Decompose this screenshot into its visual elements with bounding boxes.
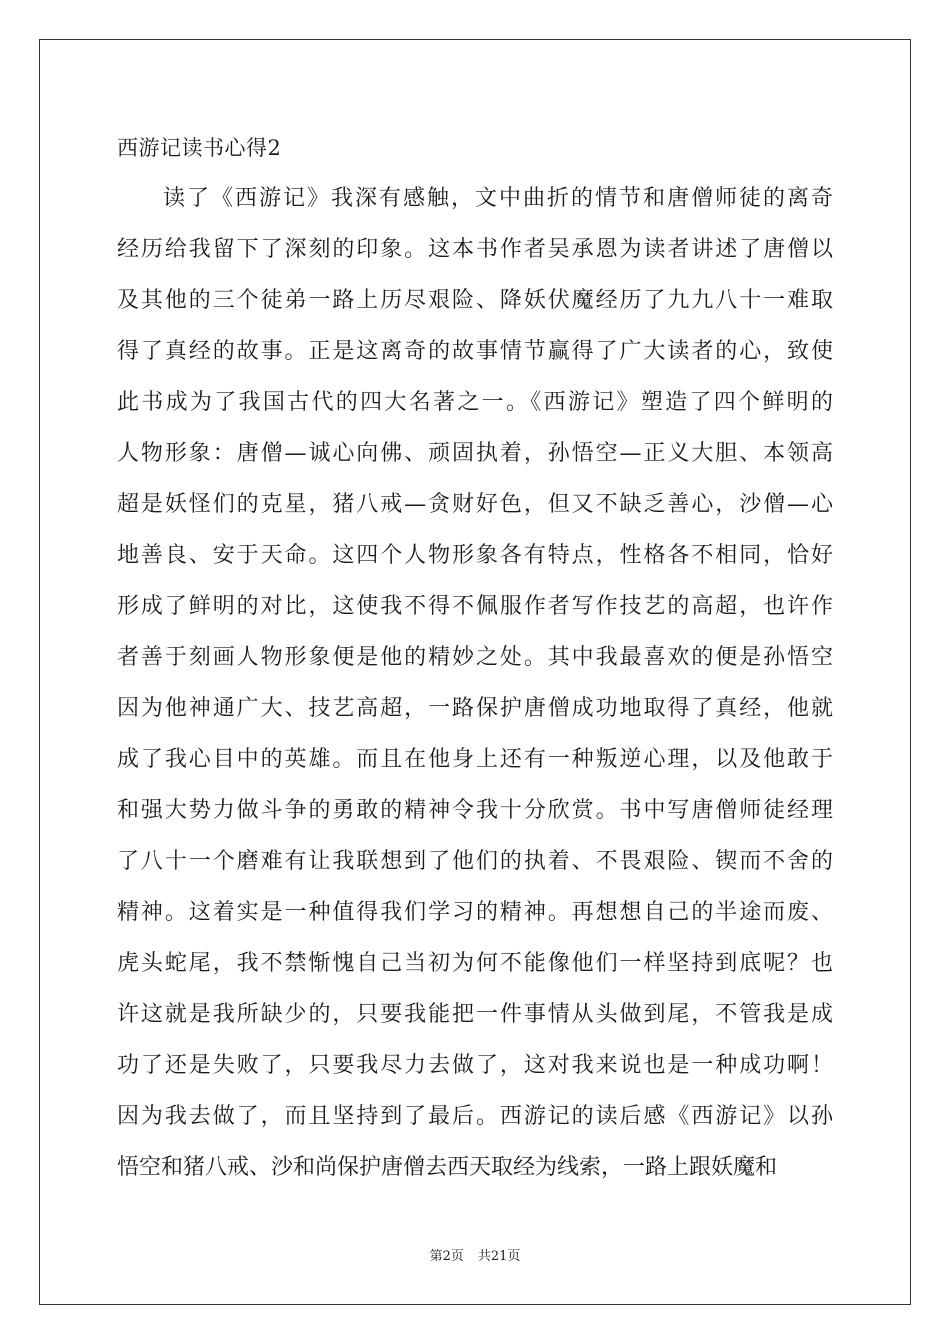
body-line: 虎头蛇尾，我不禁惭愧自己当初为何不能像他们一样坚持到底呢？也: [117, 951, 833, 976]
body-line: 此书成为了我国古代的四大名著之一。《西游记》塑造了四个鲜明的: [117, 390, 833, 415]
body-line: 了八十一个磨难有让我联想到了他们的执着、不畏艰险、锲而不舍的: [117, 849, 833, 874]
body-line: 超是妖怪们的克星，猪八戒—贪财好色，但又不缺乏善心，沙僧—心: [117, 492, 833, 517]
body-line: 及其他的三个徒弟一路上历尽艰险、降妖伏魔经历了九九八十一难取: [117, 288, 833, 313]
body-line: 得了真经的故事。正是这离奇的故事情节赢得了广大读者的心，致使: [117, 339, 833, 364]
body-line: 地善良、安于天命。这四个人物形象各有特点，性格各不相同，恰好: [117, 543, 833, 568]
body-line: 功了还是失败了，只要我尽力去做了，这对我来说也是一种成功啊！: [117, 1053, 833, 1078]
page-number: 第2页: [429, 1249, 464, 1264]
body-line: 读了《西游记》我深有感触，文中曲折的情节和唐僧师徒的离奇: [163, 186, 833, 211]
body-line: 经历给我留下了深刻的印象。这本书作者吴承恩为读者讲述了唐僧以: [117, 237, 833, 262]
body-line: 因为我去做了，而且坚持到了最后。西游记的读后感《西游记》以孙: [117, 1104, 833, 1129]
body-line: 和强大势力做斗争的勇敢的精神令我十分欣赏。书中写唐僧师徒经理: [117, 798, 833, 823]
page-total: 共21页: [477, 1249, 521, 1264]
page-footer: [0, 1248, 950, 1266]
body-line: 精神。这着实是一种值得我们学习的精神。再想想自己的半途而废、: [117, 900, 833, 925]
body-line: 因为他神通广大、技艺高超，一路保护唐僧成功地取得了真经，他就: [117, 696, 833, 721]
body-line: 人物形象：唐僧—诚心向佛、顽固执着，孙悟空—正义大胆、本领高: [117, 441, 833, 466]
body-line: 形成了鲜明的对比，这使我不得不佩服作者写作技艺的高超，也许作: [117, 594, 833, 619]
body-line: 悟空和猪八戒、沙和尚保护唐僧去西天取经为线索，一路上跟妖魔和: [117, 1155, 778, 1180]
body-line: 者善于刻画人物形象便是他的精妙之处。其中我最喜欢的便是孙悟空: [117, 645, 833, 670]
document-title: 西游记读书心得2: [117, 136, 282, 160]
body-line: 成了我心目中的英雄。而且在他身上还有一种叛逆心理，以及他敢于: [117, 747, 833, 772]
body-line: 许这就是我所缺少的，只要我能把一件事情从头做到尾，不管我是成: [117, 1002, 833, 1027]
document-body: [117, 180, 833, 1200]
